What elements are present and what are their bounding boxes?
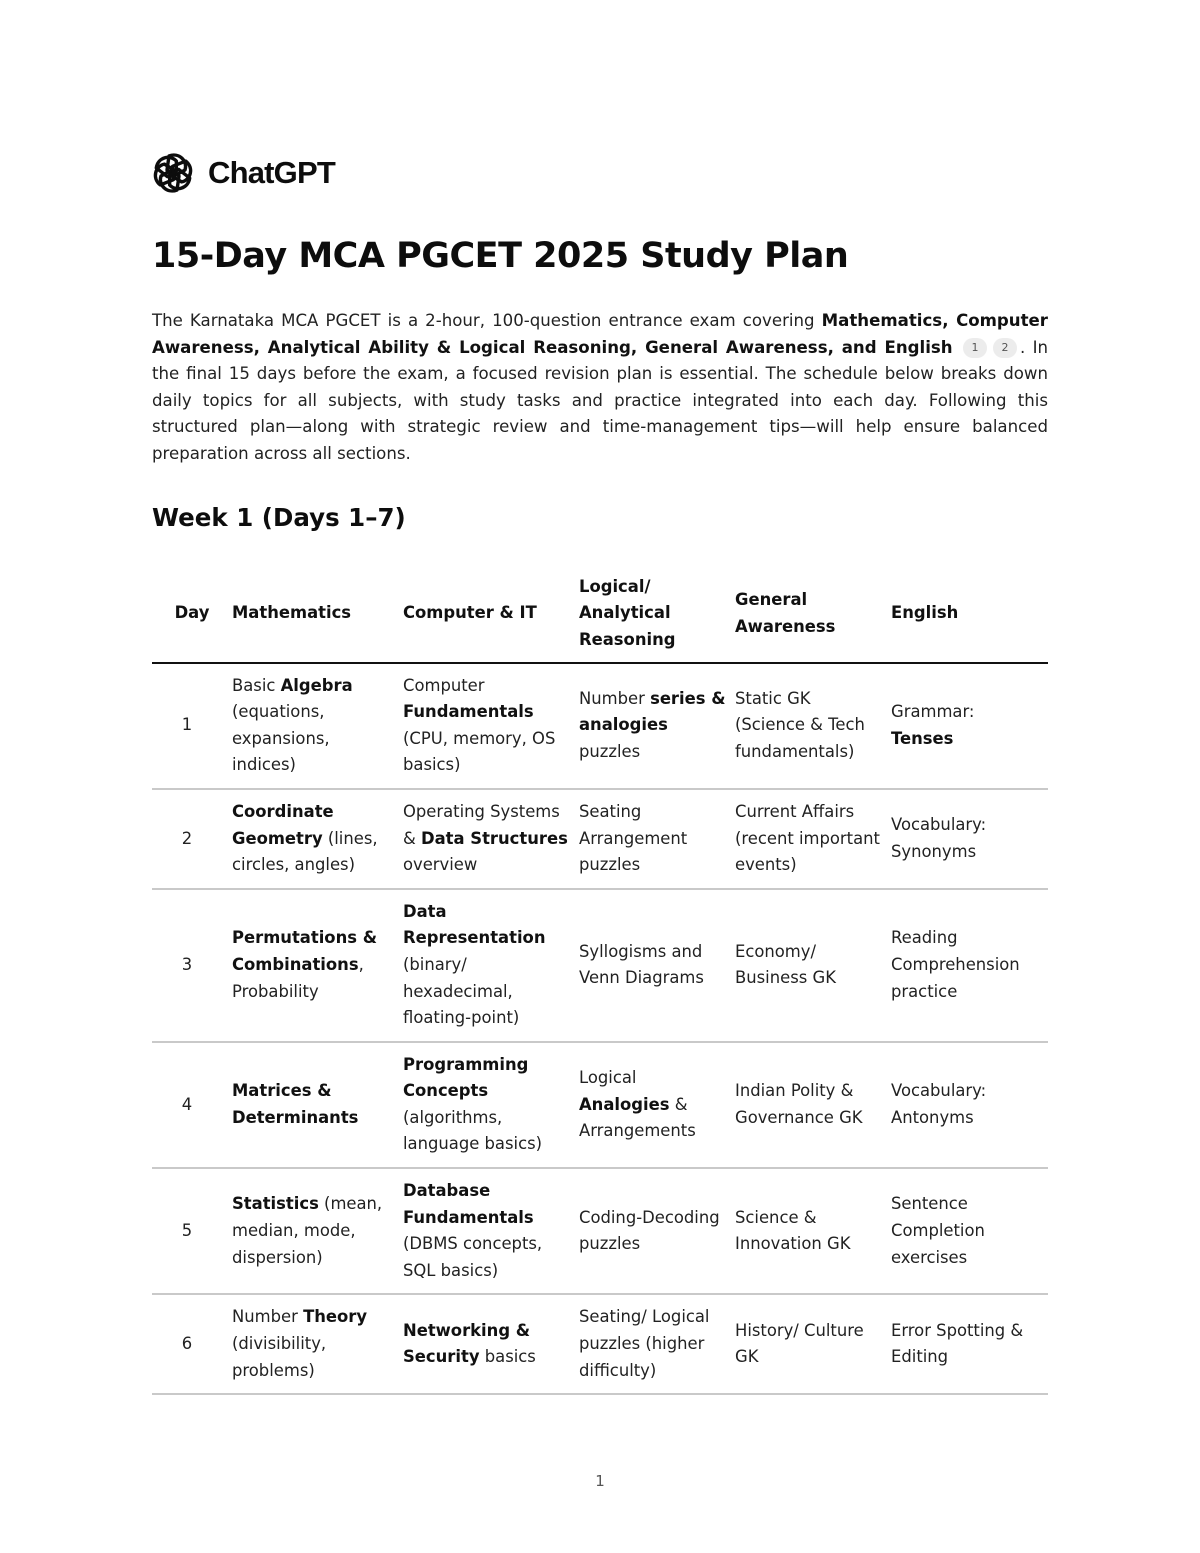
cell-mathematics	[232, 663, 403, 789]
cell-bold-text: Theory	[303, 1307, 368, 1327]
cell-english	[891, 663, 1048, 789]
brand-logo	[152, 150, 1048, 196]
cell-day: 1	[152, 663, 232, 789]
table-row	[152, 1042, 1048, 1168]
page-title: 15-Day MCA PGCET 2025 Study Plan	[152, 236, 849, 276]
cell-text: Seating Arrangement puzzles	[579, 801, 688, 875]
table-body	[152, 663, 1048, 1395]
cell-mathematics	[232, 789, 403, 889]
cell-day: 3	[152, 889, 232, 1042]
study-plan-table	[152, 568, 1048, 1396]
cell-logical-reasoning	[579, 663, 735, 789]
cell-text: Syllogisms and Venn Diagrams	[579, 941, 704, 988]
cell-mathematics	[232, 1168, 403, 1294]
cell-text: (divisibility, problems)	[232, 1334, 327, 1380]
cell-text: (CPU, memory, OS basics)	[403, 728, 556, 775]
cell-computer-it	[403, 663, 579, 789]
cell-bold-text: Data Structures	[421, 828, 568, 848]
citation-badge-2[interactable]: 2	[993, 338, 1017, 358]
cell-text: Sentence Completion exercises	[891, 1194, 985, 1267]
cell-text: Seating/ Logical puzzles (higher difficulty)	[579, 1307, 710, 1380]
table-row	[152, 1294, 1048, 1394]
cell-text: Operating Systems &	[403, 801, 560, 848]
intro-paragraph	[152, 308, 1048, 468]
intro-text-start: The Karnataka MCA PGCET is a 2-hour, 100-question entrance exam covering	[152, 311, 822, 330]
cell-logical-reasoning	[579, 1294, 735, 1394]
header-computer-it: Computer & IT	[403, 568, 579, 663]
cell-text: Computer	[403, 675, 485, 695]
cell-text: (binary/ hexadecimal, floating-point)	[403, 954, 520, 1028]
page-number: 1	[595, 1472, 605, 1490]
cell-computer-it	[403, 1042, 579, 1168]
cell-english	[891, 1294, 1048, 1394]
cell-general-awareness	[735, 789, 891, 889]
cell-general-awareness	[735, 889, 891, 1042]
cell-logical-reasoning	[579, 789, 735, 889]
cell-text: Indian Polity & Governance GK	[735, 1081, 863, 1127]
cell-general-awareness	[735, 1042, 891, 1168]
header-general-awareness: General Awareness	[735, 568, 891, 663]
table-row	[152, 663, 1048, 789]
header-english: English	[891, 568, 1048, 663]
table-row	[152, 889, 1048, 1042]
cell-bold-text: Tenses	[891, 728, 954, 748]
cell-bold-text: Fundamentals	[403, 702, 534, 722]
cell-text: puzzles	[579, 742, 641, 762]
cell-text: (lines, circles, angles)	[232, 828, 378, 875]
cell-general-awareness	[735, 663, 891, 789]
cell-text: Grammar:	[891, 702, 975, 722]
cell-bold-text: series & analogies	[579, 688, 726, 735]
intro-text-end: . In the final 15 days before the exam, a focused revision plan is essential. The schedule below breaks down daily topics for all subjects, with study tasks and practice integrated into each day. Following this structured plan—along with strategic review and time-management tips—will help ensure balanced preparation across all sections.	[152, 337, 1048, 463]
cell-text: Coding-Decoding puzzles	[579, 1207, 720, 1254]
cell-text: Vocabulary: Antonyms	[891, 1081, 987, 1127]
cell-bold-text: Algebra	[280, 675, 353, 695]
cell-day: 5	[152, 1168, 232, 1294]
cell-text: Static GK (Science & Tech fundamentals)	[735, 688, 865, 762]
cell-text: Current Affairs (recent important events)	[735, 801, 880, 875]
cell-text: Logical	[579, 1067, 637, 1087]
cell-text: Vocabulary: Synonyms	[891, 815, 987, 861]
cell-day: 2	[152, 789, 232, 889]
cell-computer-it	[403, 1294, 579, 1394]
cell-english	[891, 889, 1048, 1042]
cell-general-awareness	[735, 1294, 891, 1394]
header-mathematics: Mathematics	[232, 568, 403, 663]
cell-text: Error Spotting & Editing	[891, 1320, 1024, 1367]
cell-day: 6	[152, 1294, 232, 1394]
cell-logical-reasoning	[579, 1042, 735, 1168]
cell-text: basics	[479, 1347, 536, 1367]
cell-bold-text: Statistics	[232, 1194, 319, 1214]
cell-bold-text: Coordinate Geometry	[232, 801, 334, 848]
cell-bold-text: Programming Concepts	[403, 1054, 529, 1101]
cell-text: (DBMS concepts, SQL basics)	[403, 1234, 543, 1280]
cell-general-awareness	[735, 1168, 891, 1294]
table-header-row	[152, 568, 1048, 663]
cell-text: Basic	[232, 675, 281, 695]
cell-text: (algorithms, language basics)	[403, 1107, 543, 1154]
cell-text: Science & Innovation GK	[735, 1207, 851, 1254]
cell-logical-reasoning	[579, 1168, 735, 1294]
cell-day: 4	[152, 1042, 232, 1168]
cell-computer-it	[403, 1168, 579, 1294]
intro-subjects: Mathematics, Computer Awareness, Analytical Ability & Logical Reasoning, General Awareness, and English	[152, 311, 1048, 357]
cell-text: overview	[403, 855, 478, 875]
cell-logical-reasoning	[579, 889, 735, 1042]
cell-computer-it	[403, 889, 579, 1042]
header-logical-reasoning: Logical/ Analytical Reasoning	[579, 568, 735, 663]
openai-logo-icon	[152, 152, 194, 194]
cell-text: & Arrangements	[579, 1094, 696, 1141]
cell-mathematics	[232, 889, 403, 1042]
cell-text: Economy/ Business GK	[735, 941, 836, 988]
cell-english	[891, 789, 1048, 889]
cell-mathematics	[232, 1042, 403, 1168]
cell-bold-text: Permutations & Combinations	[232, 928, 377, 974]
cell-english	[891, 1168, 1048, 1294]
cell-mathematics	[232, 1294, 403, 1394]
cell-text: History/ Culture GK	[735, 1320, 864, 1367]
cell-text: , Probability	[232, 954, 364, 1001]
cell-text: Number	[232, 1307, 304, 1327]
citation-badge-1[interactable]: 1	[963, 338, 987, 358]
document-page	[152, 150, 1048, 1395]
cell-text: (mean, median, mode, dispersion)	[232, 1194, 383, 1267]
cell-bold-text: Matrices & Determinants	[232, 1081, 359, 1127]
cell-text: (equations, expansions, indices)	[232, 702, 330, 775]
week1-heading: Week 1 (Days 1–7)	[152, 502, 406, 532]
cell-bold-text: Data Representation	[403, 901, 546, 948]
cell-text: Number	[579, 688, 651, 708]
cell-text: Reading Comprehension practice	[891, 928, 1020, 1001]
cell-bold-text: Analogies	[579, 1094, 670, 1114]
table-row	[152, 789, 1048, 889]
header-day: Day	[152, 568, 232, 663]
brand-name: ChatGPT	[208, 155, 336, 190]
table-row	[152, 1168, 1048, 1294]
cell-computer-it	[403, 789, 579, 889]
cell-bold-text: Networking & Security	[403, 1320, 531, 1367]
cell-bold-text: Database Fundamentals	[403, 1181, 534, 1227]
cell-english	[891, 1042, 1048, 1168]
